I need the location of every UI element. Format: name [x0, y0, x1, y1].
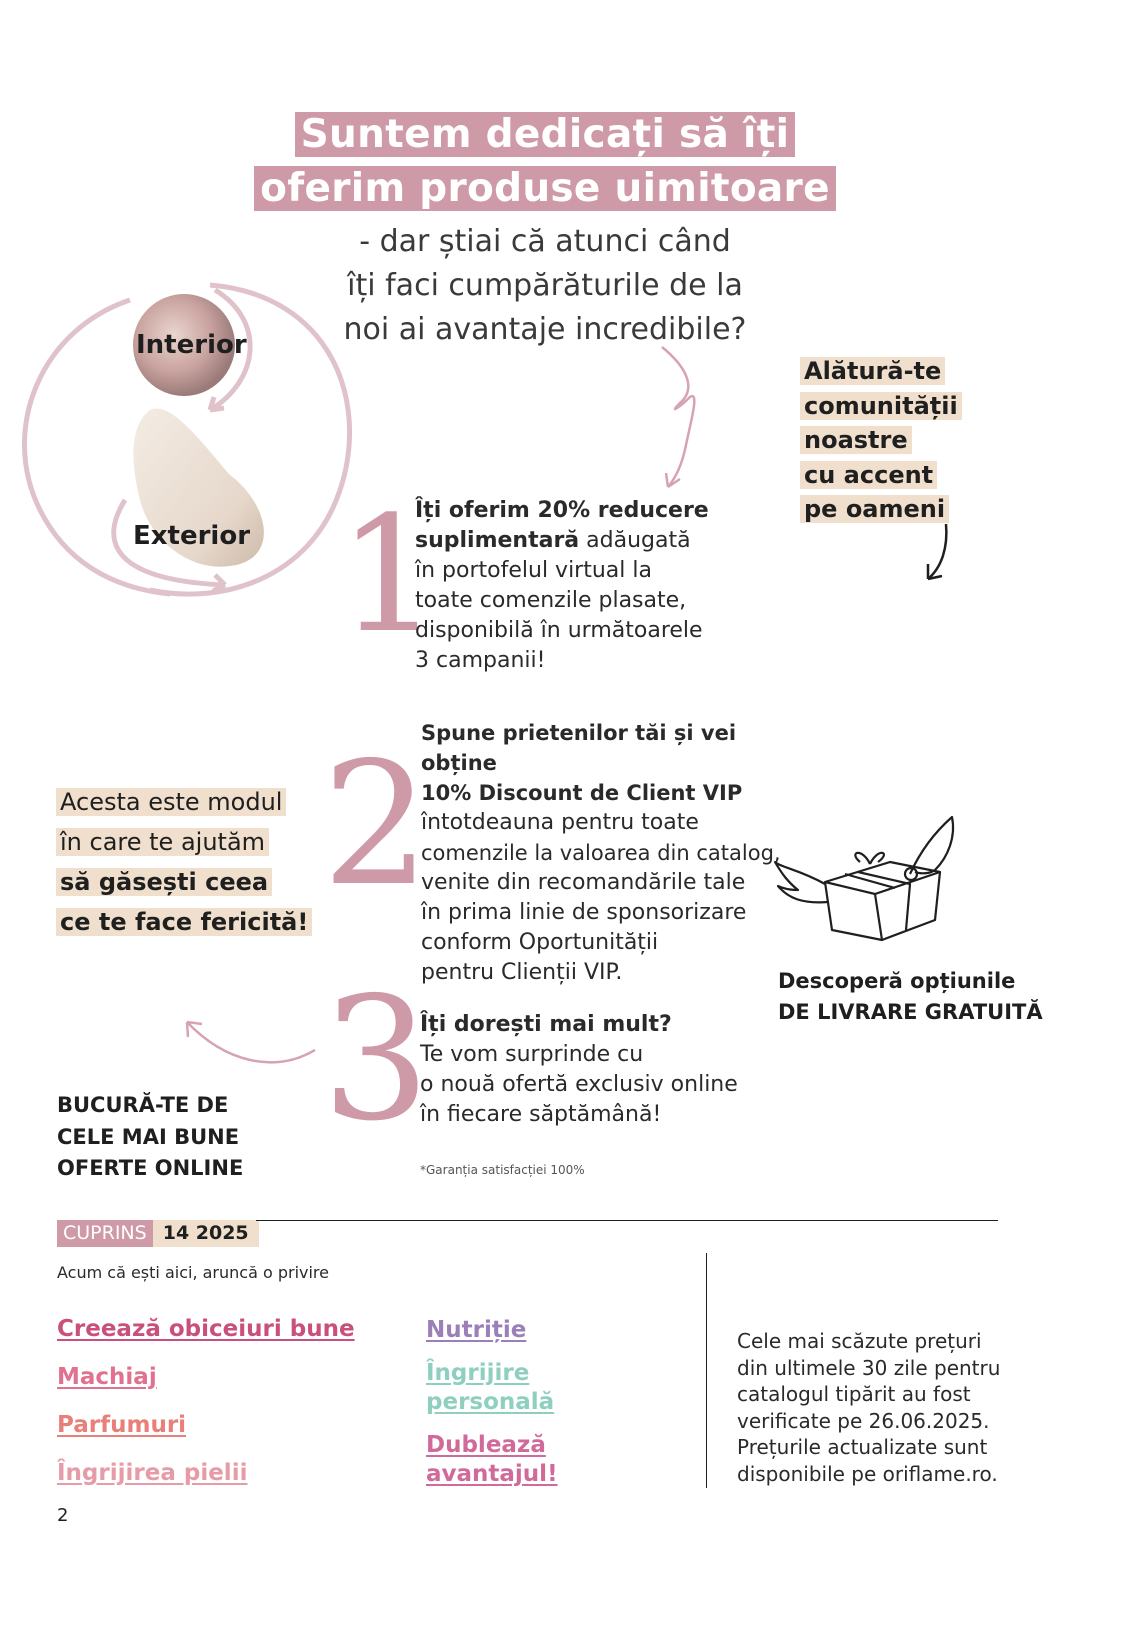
- step-1-line-2: toate comenzile plasate,: [415, 588, 687, 613]
- community-block: [800, 354, 962, 527]
- community-line-2: comunității: [800, 392, 962, 420]
- arrow-down-icon: [918, 522, 958, 584]
- step-2-line-4: în prima linie de sponsorizare: [421, 900, 747, 925]
- toc-intro: Acum că ești aici, aruncă o privire: [57, 1263, 329, 1282]
- curved-arrow-icon: [175, 1012, 325, 1072]
- step-2-line-1: întotdeauna pentru toate: [421, 810, 699, 835]
- online-line-1: BUCURĂ-TE DE: [57, 1093, 229, 1117]
- prices-line-2: din ultimele 30 zile pentru: [737, 1355, 1001, 1380]
- toc-link-double[interactable]: [426, 1431, 646, 1489]
- toc-link-double-2[interactable]: avantajul!: [426, 1461, 558, 1487]
- prices-line-4: verificate pe 26.06.2025.: [737, 1408, 990, 1433]
- step-1-rest: adăugată: [579, 528, 691, 553]
- community-line-1: Alătură-te: [800, 357, 945, 385]
- step-1-line-1: în portofelul virtual la: [415, 558, 652, 583]
- help-line-3: să găsești ceea: [56, 868, 272, 896]
- step-1-number: 1: [338, 481, 440, 668]
- interior-label: Interior: [136, 330, 247, 360]
- page-number: 2: [57, 1505, 69, 1526]
- prices-line-1: Cele mai scăzute prețuri: [737, 1329, 982, 1353]
- step-2-line-2: comenzile la valoarea din catalog,: [421, 841, 781, 865]
- step-2-line-3: venite din recomandările tale: [421, 870, 746, 895]
- step-2-text: [421, 718, 801, 988]
- step-2-bold-2: 10% Discount de Client VIP: [421, 781, 743, 805]
- subhead-line-3: noi ai avantaje incredibile?: [343, 312, 747, 347]
- online-line-3: OFERTE ONLINE: [57, 1156, 244, 1180]
- winged-gift-icon: [770, 812, 960, 942]
- prices-line-3: catalogul tipărit au fost: [737, 1382, 971, 1406]
- step-3-number: 3: [322, 961, 431, 1159]
- help-line-2: în care te ajutăm: [56, 828, 269, 856]
- squiggle-arrow-icon: [650, 345, 710, 495]
- subhead-line-2: îți faci cumpărăturile de la: [347, 268, 743, 303]
- subhead-line-1: - dar știai că atunci când: [359, 224, 731, 259]
- help-line-1: Acesta este modul: [56, 788, 286, 816]
- toc-link-skincare[interactable]: Îngrijirea pielii: [57, 1460, 248, 1486]
- online-line-2: CELE MAI BUNE: [57, 1124, 240, 1149]
- headline-line-1: Suntem dedicați să îți: [295, 112, 796, 157]
- step-3-bold: Îți dorești mai mult?: [420, 1012, 672, 1037]
- prices-line-5: Prețurile actualizate sunt: [737, 1435, 988, 1459]
- toc-link-habits[interactable]: Creează obiceiuri bune: [57, 1316, 355, 1342]
- toc-column-1: [57, 1316, 377, 1508]
- toc-link-makeup[interactable]: Machiaj: [57, 1364, 157, 1390]
- prices-line-6: disponibile pe oriflame.ro.: [737, 1461, 998, 1486]
- toc-link-double-1[interactable]: Dublează: [426, 1432, 546, 1458]
- toc-vertical-divider: [706, 1253, 707, 1488]
- step-1-line-3: disponibilă în următoarele: [415, 618, 703, 643]
- toc-link-personal-care[interactable]: [426, 1359, 646, 1417]
- toc-issue: 14 2025: [153, 1220, 259, 1247]
- step-3-text: [420, 1010, 750, 1130]
- footnote: *Garanția satisfacției 100%: [420, 1163, 585, 1177]
- community-line-4: cu accent: [800, 461, 937, 489]
- step-3-line-3: în fiecare săptămână!: [420, 1102, 662, 1127]
- toc-header: [57, 1220, 259, 1247]
- online-block: [57, 1090, 243, 1185]
- toc-link-nutrition[interactable]: Nutriție: [426, 1317, 527, 1343]
- step-1-bold-2: suplimentară: [415, 528, 580, 553]
- toc-link-personal-care-2[interactable]: personală: [426, 1389, 555, 1415]
- step-3-line-2: o nouă ofertă exclusiv online: [420, 1072, 738, 1097]
- headline-line-2: oferim produse uimitoare: [254, 166, 836, 211]
- exterior-label: Exterior: [133, 521, 251, 551]
- step-1-line-4: 3 campanii!: [415, 648, 546, 673]
- prices-note: [737, 1328, 1017, 1487]
- toc-link-personal-care-1[interactable]: Îngrijire: [426, 1360, 530, 1386]
- delivery-block: [778, 966, 1043, 1028]
- community-line-5: pe oameni: [800, 495, 949, 523]
- step-3-line-1: Te vom surprinde cu: [420, 1042, 644, 1067]
- step-1-bold: Îți oferim 20% reducere: [415, 498, 709, 523]
- step-2-line-5: conform Oportunității: [421, 930, 659, 955]
- toc-column-2: [426, 1316, 646, 1489]
- interior-exterior-graphic: [0, 260, 380, 620]
- toc-divider: [256, 1220, 998, 1221]
- toc-link-fragrance[interactable]: Parfumuri: [57, 1412, 187, 1438]
- community-line-3: noastre: [800, 426, 912, 454]
- delivery-line-1: Descoperă opțiunile: [778, 969, 1016, 993]
- help-block: [56, 782, 312, 942]
- step-2-number: 2: [322, 726, 431, 924]
- help-line-4: ce te face fericită!: [56, 908, 312, 936]
- step-1-text: [415, 496, 745, 676]
- headline: [0, 108, 1090, 216]
- toc-label: CUPRINS: [57, 1220, 153, 1247]
- step-2-line-6: pentru Clienții VIP.: [421, 960, 623, 985]
- step-2-bold-1: Spune prietenilor tăi și vei obține: [421, 721, 737, 775]
- delivery-line-2: DE LIVRARE GRATUITĂ: [778, 1000, 1043, 1024]
